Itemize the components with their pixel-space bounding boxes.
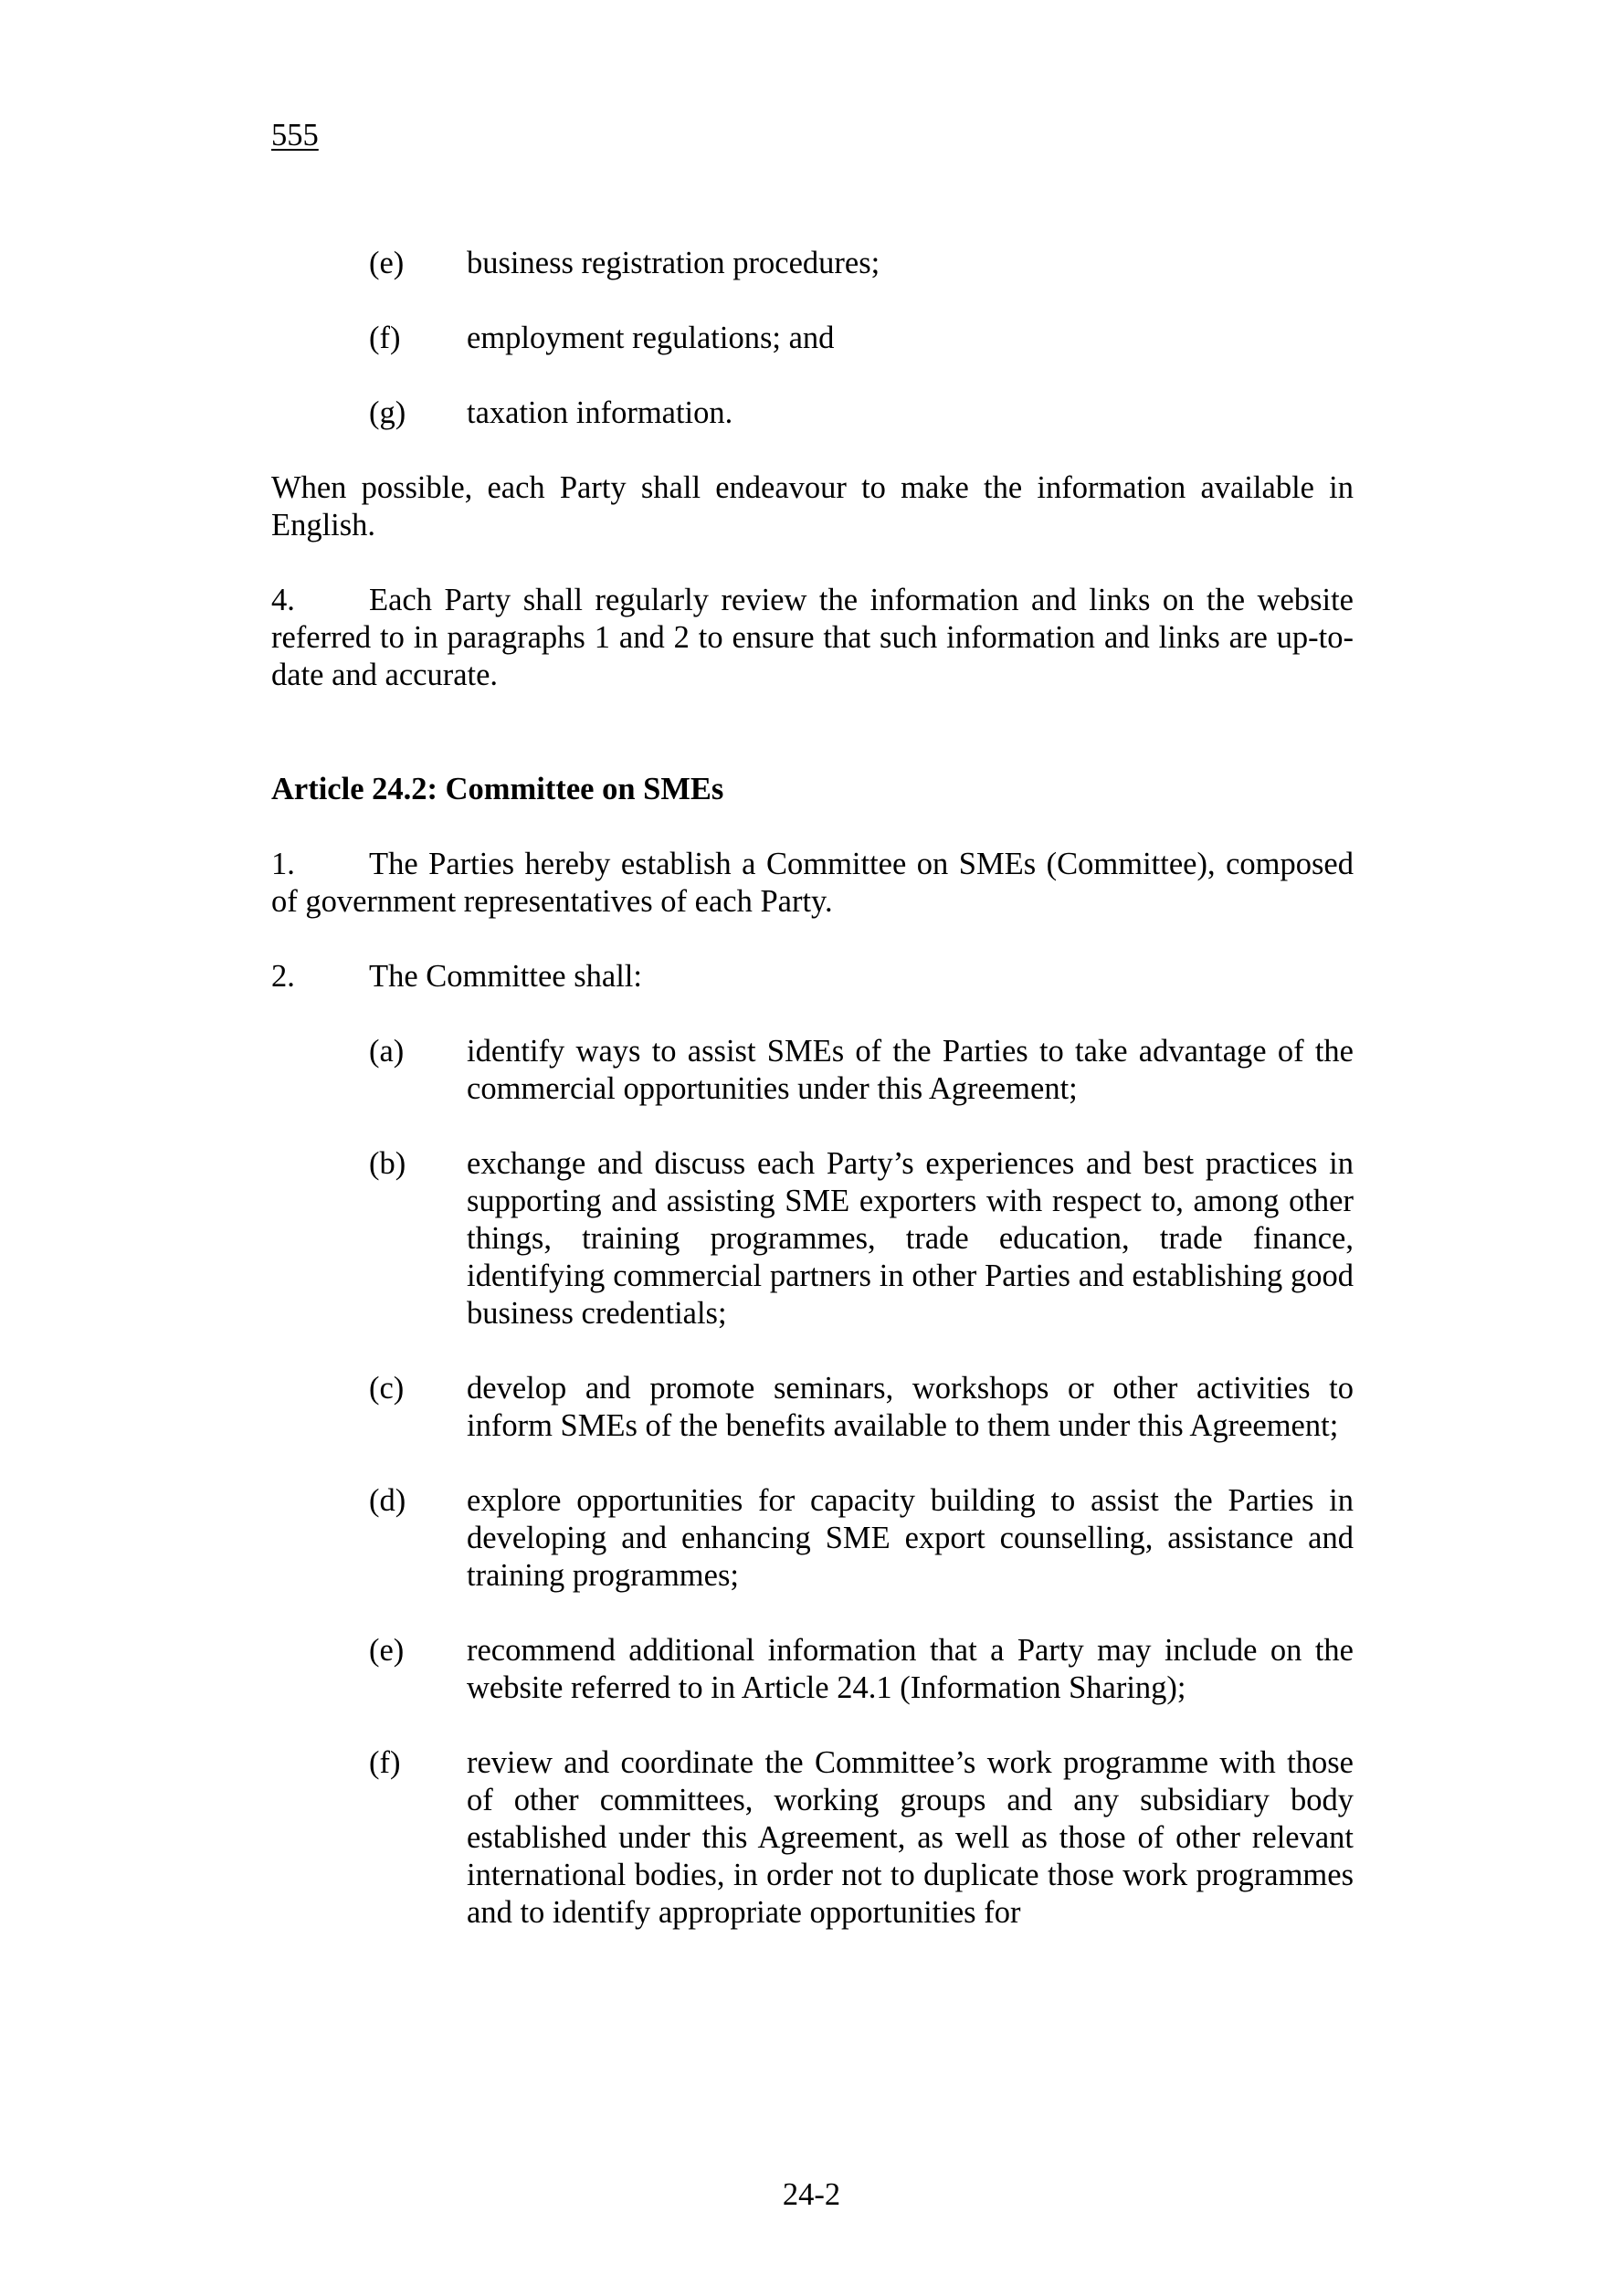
committee-item-a — [271, 1033, 1354, 1108]
committee-item-e — [271, 1632, 1354, 1707]
list-item-text: identify ways to assist SMEs of the Parties to take advantage of the commercial opportunities under this Agreement; — [467, 1034, 1354, 1106]
list-item-text: employment regulations; and — [467, 321, 835, 355]
list-item-text: exchange and discuss each Party’s experiences and best practices in supporting and assisting SME exporters with respect to, among other things, training programmes, trade education, trade finance, identifying commercial partners in other Parties and establishing good business credentials; — [467, 1146, 1354, 1331]
paragraph-number: 2. — [271, 959, 295, 994]
paragraph-number: 1. — [271, 847, 295, 881]
committee-item-c — [271, 1370, 1354, 1445]
list-item-label: (a) — [369, 1034, 405, 1069]
list-item-e-top — [271, 245, 1354, 282]
list-item-text: taxation information. — [467, 395, 733, 430]
paragraph-4 — [271, 582, 1354, 694]
page-footer-number: 24-2 — [782, 2177, 841, 2212]
list-item-label: (e) — [369, 1633, 405, 1668]
list-item-label: (c) — [369, 1371, 405, 1406]
list-item-text: business registration procedures; — [467, 246, 880, 280]
list-item-label: (e) — [369, 246, 405, 280]
list-item-f-top — [271, 320, 1354, 357]
list-item-label: (f) — [369, 1745, 401, 1780]
list-item-label: (f) — [369, 321, 401, 355]
list-item-text: review and coordinate the Committee’s work programme with those of other committees, working groups and any subsidiary body established under this Agreement, as well as those of other relevant international bodies, in order not to duplicate those work programmes and to identify appropriate opportunities for — [467, 1745, 1354, 1930]
paragraph-text: The Parties hereby establish a Committee on SMEs (Committee), composed of government representatives of each Party. — [271, 847, 1354, 919]
article-paragraph-1 — [271, 846, 1354, 921]
paragraph-text: Each Party shall regularly review the information and links on the website referred to in paragraphs 1 and 2 to ensure that such information and links are up-to-date and accurate. — [271, 583, 1354, 692]
page-reference-number: 555 — [271, 118, 319, 153]
paragraph-number: 4. — [271, 583, 295, 617]
list-item-label: (d) — [369, 1483, 406, 1518]
article-heading: Article 24.2: Committee on SMEs — [271, 772, 724, 806]
committee-item-f — [271, 1744, 1354, 1932]
document-body — [271, 245, 1354, 1932]
list-item-g-top — [271, 395, 1354, 432]
list-item-text: explore opportunities for capacity building to assist the Parties in developing and enhancing SME export counselling, assistance and training programmes; — [467, 1483, 1354, 1593]
list-item-text: recommend additional information that a Party may include on the website referred to in Article 24.1 (Information Sharing); — [467, 1633, 1354, 1705]
paragraph-text: The Committee shall: — [369, 959, 642, 994]
english-availability-note: When possible, each Party shall endeavour to make the information available in English. — [271, 470, 1354, 542]
list-item-text: develop and promote seminars, workshops or other activities to inform SMEs of the benefits available to them under this Agreement; — [467, 1371, 1354, 1443]
list-item-label: (g) — [369, 395, 406, 430]
list-item-label: (b) — [369, 1146, 406, 1181]
article-paragraph-2 — [271, 958, 1354, 995]
committee-item-b — [271, 1145, 1354, 1332]
committee-item-d — [271, 1482, 1354, 1595]
